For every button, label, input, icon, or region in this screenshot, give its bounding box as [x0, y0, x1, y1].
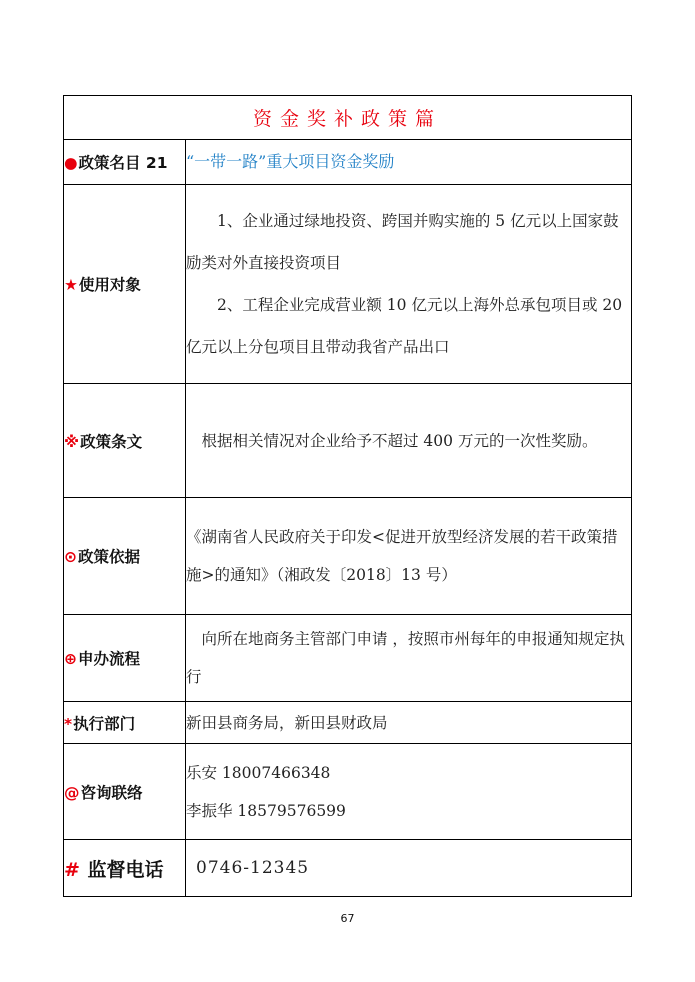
star-icon: ★ — [64, 276, 78, 294]
hash-icon: # — [64, 858, 80, 881]
policy-table — [63, 95, 632, 897]
hotline-label: # 监督电话 — [64, 840, 186, 897]
department-label: *执行部门 — [64, 702, 186, 744]
contact-content — [186, 744, 632, 840]
target-content — [186, 185, 632, 384]
policy-name-row — [64, 140, 632, 185]
basis-label: ⊙政策依据 — [64, 498, 186, 615]
red-dot-icon: ● — [64, 154, 78, 172]
basis-content — [186, 498, 632, 615]
process-row — [64, 615, 632, 702]
contact-person: 李振华 18579576599 — [186, 801, 346, 820]
section-title-cell — [64, 96, 632, 140]
target-label: ★使用对象 — [64, 185, 186, 384]
section-title: 资金奖补政策篇 — [253, 108, 443, 130]
hotline-content — [186, 840, 632, 897]
process-content — [186, 615, 632, 702]
policy-name-value: “一带一路”重大项目资金奖励 — [186, 152, 395, 171]
reference-mark-icon: ※ — [64, 432, 80, 451]
basis-text: 《湖南省人民政府关于印发<促进开放型经济发展的若干政策措施>的通知》（湘政发〔2018〕13 号） — [186, 528, 618, 584]
department-text: 新田县商务局，新田县财政局 — [186, 713, 388, 732]
department-content — [186, 702, 632, 744]
process-label: ⊕申办流程 — [64, 615, 186, 702]
asterisk-icon: * — [64, 714, 73, 733]
contact-row — [64, 744, 632, 840]
hotline-number: 0746-12345 — [196, 858, 310, 878]
policy-name-label: ●政策名目 21 — [64, 140, 186, 185]
basis-row — [64, 498, 632, 615]
contact-person: 乐安 18007466348 — [186, 763, 331, 782]
policy-name-value-cell — [186, 140, 632, 185]
contact-label: @咨询联络 — [64, 744, 186, 840]
circled-dot-icon: ⊙ — [64, 548, 77, 566]
circled-plus-icon: ⊕ — [64, 650, 77, 668]
process-text: 向所在地商务主管部门申请 ，按照市州每年的申报通知规定执行 — [186, 630, 625, 686]
target-item: 1、企业通过绿地投资、跨国并购实施的 5 亿元以上国家鼓励类对外直接投资项目 — [186, 212, 619, 272]
header-row — [64, 96, 632, 140]
clause-content — [186, 384, 632, 498]
clause-label: ※政策条文 — [64, 384, 186, 498]
target-item: 2、工程企业完成营业额 10 亿元以上海外总承包项目或 20 亿元以上分包项目且带动我省产品出口 — [186, 296, 623, 356]
department-row — [64, 702, 632, 744]
at-sign-icon: @ — [64, 783, 80, 802]
clause-row — [64, 384, 632, 498]
page-number: 67 — [340, 912, 355, 925]
clause-text: 根据相关情况对企业给予不超过 400 万元的一次性奖励。 — [201, 431, 598, 450]
hotline-row — [64, 840, 632, 897]
target-row — [64, 185, 632, 384]
